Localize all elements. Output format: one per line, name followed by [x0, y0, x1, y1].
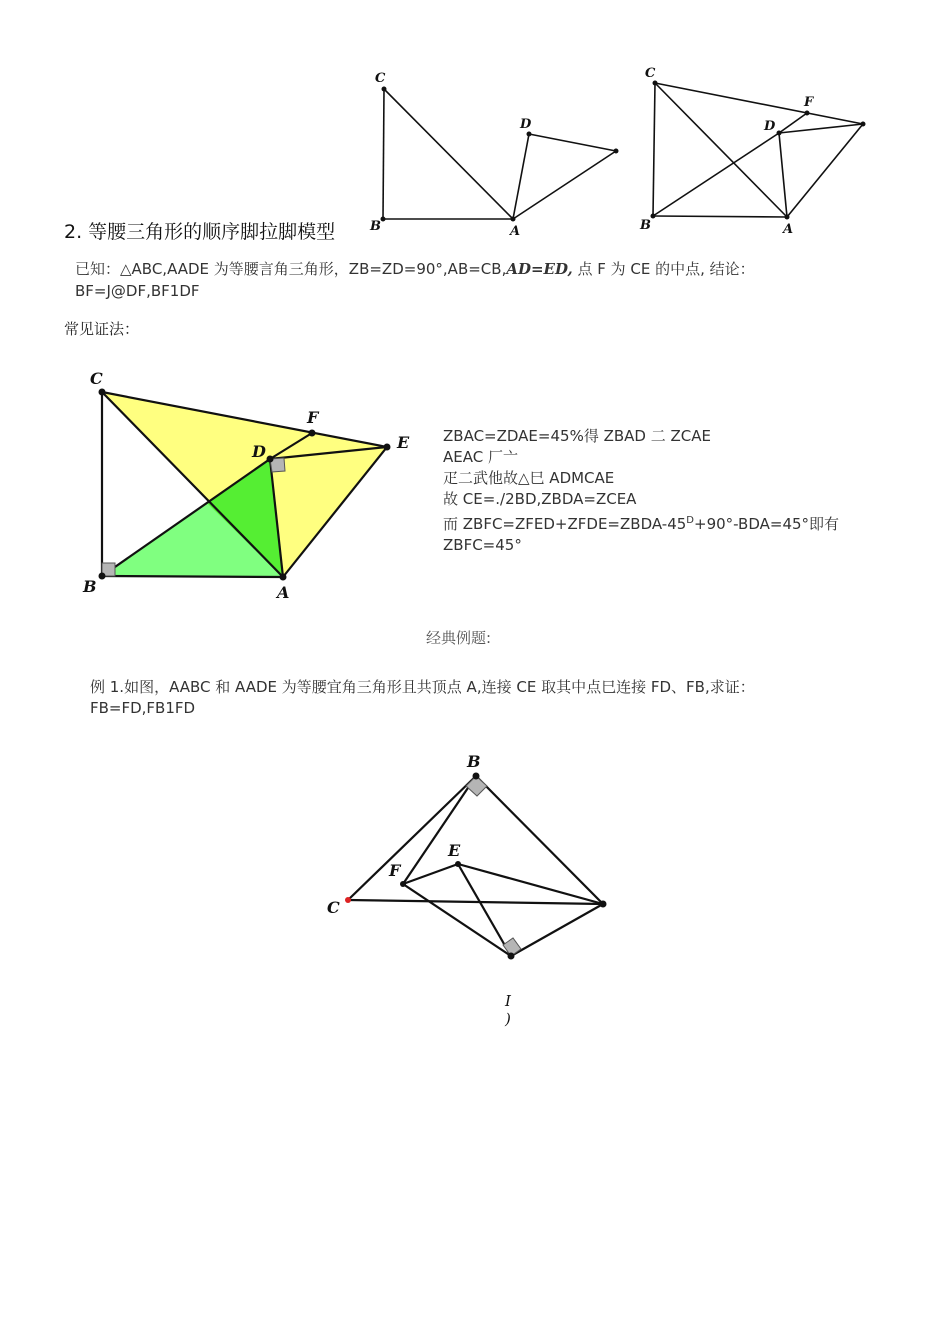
label-c: C [645, 66, 656, 81]
proof-line-5-sup: D [686, 515, 694, 526]
stray-mark-2: ) [505, 1010, 511, 1028]
stray-mark-1: I [505, 992, 511, 1010]
label-b: B [370, 219, 381, 234]
segment-fe [403, 864, 458, 884]
label-d: D [520, 117, 532, 132]
point-c [345, 897, 351, 903]
label-f: F [389, 861, 401, 880]
proof-line-5-a: 而 ZBFC=ZFED+ZFDE=ZBDA-45 [443, 515, 687, 533]
given-statement [75, 254, 875, 298]
label-c: C [375, 71, 386, 86]
point-f [400, 881, 406, 887]
point-b [651, 214, 656, 219]
segment-ea [458, 864, 603, 904]
segment-cb [383, 89, 384, 219]
label-a: A [277, 583, 290, 602]
segment-da [779, 133, 787, 217]
segment-ca [348, 900, 603, 904]
point-a [785, 215, 790, 220]
point-d [527, 132, 532, 137]
figure-3-diagram [75, 365, 415, 605]
point-e [384, 444, 391, 451]
proof-line-2: AEAC 厂亠 [443, 448, 518, 466]
point-a [511, 217, 516, 222]
label-b: B [467, 752, 481, 771]
example-line-1: 例 1.如图，AABC 和 AADE 为等腰宜角三角形且共顶点 A,连接 CE 取其中点巳连接 FD、FB,求证： [90, 678, 755, 696]
point-d [508, 953, 515, 960]
section-heading: 2. 等腰三角形的顺序脚拉脚模型 [64, 221, 336, 243]
segment-ba [653, 216, 787, 217]
point-f [309, 430, 316, 437]
classic-examples-label: 经典例题: [426, 629, 492, 647]
point-b [99, 573, 106, 580]
label-d: D [252, 442, 266, 461]
proof-line-3: 疋二武他故△巳 ADMCAE [443, 469, 615, 487]
point-d [777, 131, 782, 136]
segment-ba [476, 776, 603, 904]
segment-ca [384, 89, 513, 219]
stray-marks [505, 992, 511, 1028]
point-a [280, 574, 287, 581]
point-e [861, 122, 866, 127]
proof-line-1: ZBAC=ZDAE=45%得 ZBAD 二 ZCAE [443, 427, 711, 445]
figure-2-diagram [630, 60, 880, 240]
point-c [653, 81, 658, 86]
segment-cb [653, 83, 655, 216]
label-a: A [510, 224, 521, 239]
proof-line-5 [443, 510, 863, 535]
label-f: F [307, 408, 319, 427]
common-proof-label: 常见证法： [64, 320, 140, 338]
segment-fb [403, 776, 476, 884]
segment-ae [787, 124, 863, 217]
given-line-1-prefix: 已知：△ABC,AADE 为等腰言角三角形，ZB=ZD=90°,AB=CB, [75, 260, 507, 278]
label-e: E [397, 433, 410, 452]
point-c [382, 87, 387, 92]
segment-da [511, 904, 603, 956]
segment-ce [655, 83, 863, 124]
segment-fd [403, 884, 511, 956]
proof-line-5-b: +90°-BDA=45°即有 [694, 515, 840, 533]
given-line-1 [75, 254, 875, 284]
label-b: B [83, 577, 97, 596]
point-b [381, 217, 386, 222]
label-c: C [90, 369, 103, 388]
point-c [99, 389, 106, 396]
segment-de [529, 134, 616, 151]
label-f: F [804, 95, 814, 110]
segment-ba [102, 576, 283, 577]
figure-4-diagram [320, 745, 620, 970]
segment-ed [458, 864, 511, 956]
figure-1-diagram [360, 60, 640, 250]
point-a [600, 901, 607, 908]
given-line-1-suffix: 点 F 为 CE 的中点, 结论： [572, 260, 755, 278]
example-line-2: FB=FD,FB1FD [90, 699, 196, 717]
proof-text [443, 426, 863, 556]
segment-ae [513, 151, 616, 219]
point-e [455, 861, 461, 867]
point-e [614, 149, 619, 154]
point-d [267, 456, 274, 463]
example-1-text [90, 677, 870, 719]
given-line-1-italic: AD=ED, [506, 260, 573, 278]
proof-line-6: ZBFC=45° [443, 536, 522, 554]
point-b [473, 773, 480, 780]
proof-line-4: 故 CE=./2BD,ZBDA=ZCEA [443, 490, 637, 508]
label-e: E [448, 841, 461, 860]
label-a: A [783, 222, 794, 237]
label-d: D [764, 119, 776, 134]
segment-de [779, 124, 863, 133]
segment-ca [655, 83, 787, 217]
given-line-2: BF=J@DF,BF1DF [75, 282, 200, 300]
segment-ad [513, 134, 529, 219]
point-f [805, 111, 810, 116]
label-c: C [327, 898, 340, 917]
label-b: B [640, 218, 651, 233]
